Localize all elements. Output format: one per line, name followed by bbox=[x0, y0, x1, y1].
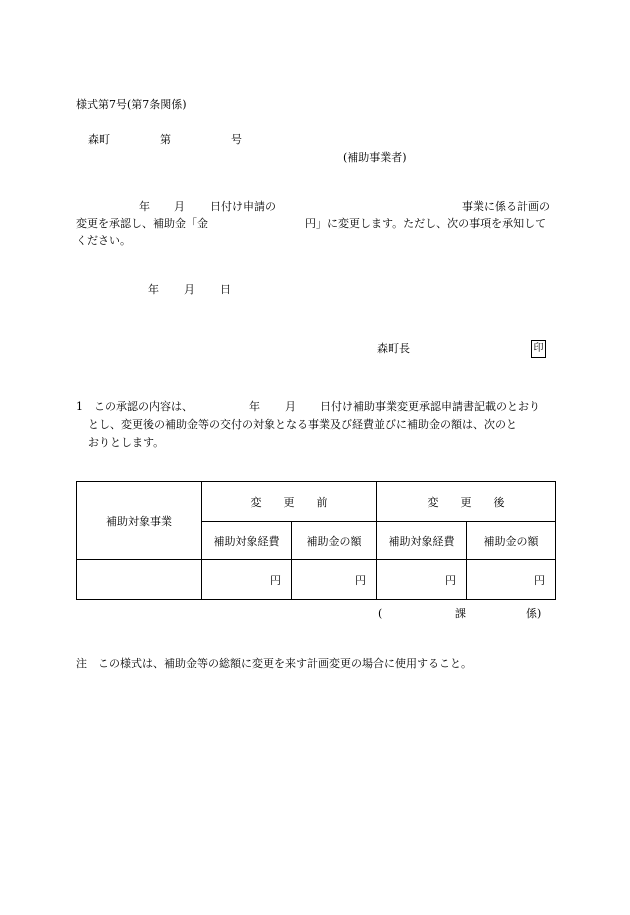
header-before-change: 変 更 前 bbox=[202, 482, 377, 522]
item1-tsuki: 月 bbox=[285, 400, 296, 413]
usage-note: 注 この様式は、補助金等の総額に変更を来す計画変更の場合に使用すること。 bbox=[76, 657, 472, 670]
body-date-suffix: 日付け申請の bbox=[210, 200, 276, 213]
item1-number: 1 bbox=[76, 400, 83, 413]
document-number-dai: 第 bbox=[160, 133, 171, 146]
item1-line3: おりとします。 bbox=[88, 436, 165, 449]
change-table bbox=[76, 481, 556, 600]
date-hi: 日 bbox=[220, 283, 231, 296]
body-line1-tail: 事業に係る計画の bbox=[462, 200, 550, 213]
item1-line1-a: この承認の内容は、 bbox=[94, 400, 193, 413]
body-line2-a: 変更を承認し、補助金「金 bbox=[76, 217, 208, 230]
item1-line1-b: 日付け補助事業変更承認申請書記載のとおり bbox=[320, 400, 540, 413]
header-after-change: 変 更 後 bbox=[377, 482, 556, 522]
item1-line2: とし、変更後の補助金等の交付の対象となる事業及び経費並びに補助金の額は、次のと bbox=[88, 418, 517, 431]
town-name: 森町 bbox=[88, 133, 110, 146]
recipient-label: (補助事業者) bbox=[343, 151, 407, 164]
department-kakari: 係) bbox=[526, 607, 542, 620]
document-number-go: 号 bbox=[231, 133, 242, 146]
department-ka: 課 bbox=[455, 607, 466, 620]
body-tsuki: 月 bbox=[174, 200, 185, 213]
mayor-title: 森町長 bbox=[377, 342, 410, 355]
col-before-expense: 補助対象経費 bbox=[202, 522, 292, 560]
body-line3: ください。 bbox=[76, 234, 131, 247]
seal-mark: 印 bbox=[531, 340, 546, 358]
date-nen: 年 bbox=[148, 283, 159, 296]
date-tsuki: 月 bbox=[184, 283, 195, 296]
body-nen: 年 bbox=[139, 200, 150, 213]
department-open-paren: ( bbox=[378, 607, 383, 620]
col-before-amount: 補助金の額 bbox=[292, 522, 377, 560]
after-expense-yen: 円 bbox=[377, 560, 467, 600]
item1-nen: 年 bbox=[249, 400, 260, 413]
col-after-expense: 補助対象経費 bbox=[377, 522, 467, 560]
form-number: 様式第7号(第7条関係) bbox=[76, 98, 187, 111]
before-amount-yen: 円 bbox=[292, 560, 377, 600]
project-cell bbox=[77, 560, 202, 600]
row-header-subsidy-project: 補助対象事業 bbox=[77, 482, 202, 560]
before-expense-yen: 円 bbox=[202, 560, 292, 600]
after-amount-yen: 円 bbox=[467, 560, 556, 600]
col-after-amount: 補助金の額 bbox=[467, 522, 556, 560]
body-line2-b: 円」に変更します。ただし、次の事項を承知して bbox=[305, 217, 547, 230]
